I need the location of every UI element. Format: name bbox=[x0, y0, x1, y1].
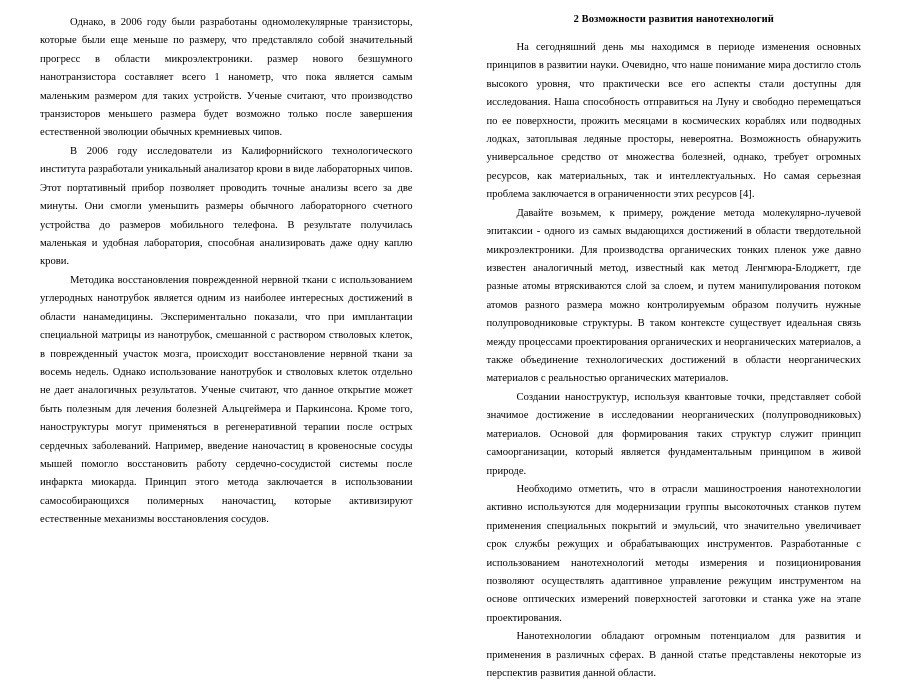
paragraph: На сегодняшний день мы находимся в периоде изменения основных принципов в развитии науки. Очевидно, что наше понимание мира достигло столь высокого уровня, что практически все его аспекты стали доступны для исследования. Наша способность отправиться на Луну и свободно перемещаться по ее поверхности, прожить месяцами в космических кораблях или подводных лодках, затоплывая ледяные просторы, невероятна. Возможность обнаружить универсальное средство от множества болезней, однако, требует огромных ресурсов, как материальных, так и интеллектуальных. Но самая серьезная проблема заключается в ограниченности этих ресурсов [4]. bbox=[487, 39, 862, 205]
paragraph: Методика восстановления поврежденной нервной ткани с использованием углеродных нанотрубок является одним из наиболее интересных достижений в области нанамедицины. Экспериментально показали, что при имплантации специальной матрицы из нанотрубок, смешанной с раствором стволовых клеток, в поврежденный участок мозга, происходит восстановление нервной ткани за восемь недель. Однако использование нанотрубок и стволовых клеток отдельно не дает аналогичных результатов. Ученые считают, что данное открытие может быть полезным для лечения болезней Альцгеймера и Паркинсона. Кроме того, наноструктуры могут применяться в регенеративной терапии после острых сердечных заболеваний. Например, введение наночастиц в кровеносные сосуды мышей помогло восстановить работу сердечно-сосудистой системы после инфаркта миокарда. Принцип этого метода заключается в использовании самособирающихся полимерных наночастиц, которые активизируют естественные механизмы восстановления сосудов. bbox=[40, 272, 413, 530]
paragraph: Однако, в 2006 году были разработаны одномолекулярные транзисторы, которые были еще меньше по размеру, что представляло собой значительный прогресс в области микроэлектроники. размер нового безшумного нанотранзистора составляет всего 1 нанометр, что пока является самым маленьким размером для таких устройств. Ученые считают, что производство транзисторов меньшего размера будет возможно только после завершения естественной эволюции обычных кремниевых чипов. bbox=[40, 14, 413, 143]
paragraph: Давайте возьмем, к примеру, рождение метода молекулярно-лучевой эпитаксии - одного из самых выдающихся достижений в области твердотельной микроэлектроники. Для производства органических тонких пленок уже давно известен аналогичный метод, известный как метод Ленгмюра-Блоджетт, где разные атомы втряскиваются слой за слоем, и путем манипулирования потоком атомов разного размера можно контролируемым образом получить нужные полупроводниковые структуры. В таком контексте существует идеальная связь между процессами проектирования органических и неорганических материалов, а также объединение технологических достижений в области неорганических материалов с реальностью органических материалов. bbox=[487, 205, 862, 389]
paragraph: В 2006 году исследователи из Калифорнийского технологического института разработали уникальный анализатор крови в виде лабораторных чипов. Этот портативный прибор позволяет проводить точные анализы всего за две минуты. Они смогли уменьшить размеры обычного лабораторного счетного устройства до размеров мобильного телефона. В результате получилась маленькая и удобная лаборатория, способная анализировать даже одну каплю крови. bbox=[40, 143, 413, 272]
left-column bbox=[0, 0, 451, 566]
paragraph: Необходимо отметить, что в отрасли машиностроения нанотехнологии активно используются для модернизации группы высокоточных станков путем применения специальных покрытий и эмульсий, что значительно увеличивает срок службы режущих и обрабатывающих инструментов. Разработанные с использованием нанотехнологий методы измерения и позиционирования позволяют осуществлять адаптивное управление режущим инструментом на основе оптических измерений поверхностей заготовки и станка уже на этапе проектирования. bbox=[487, 481, 862, 628]
right-column bbox=[451, 0, 901, 566]
paragraph: Нанотехнологии обладают огромным потенциалом для развития и применения в различных сферах. В данной статье представлены некоторые из перспектив развития данной области. bbox=[487, 628, 862, 683]
section-heading: 2 Возможности развития нанотехнологий bbox=[487, 14, 862, 25]
paragraph: Создании наноструктур, используя квантовые точки, представляет собой значимое достижение в исследовании неорганических (полупроводниковых) материалов. Основой для формирования таких структур служит принцип самоорганизации, который является фундаментальным принципом в живой природе. bbox=[487, 389, 862, 481]
